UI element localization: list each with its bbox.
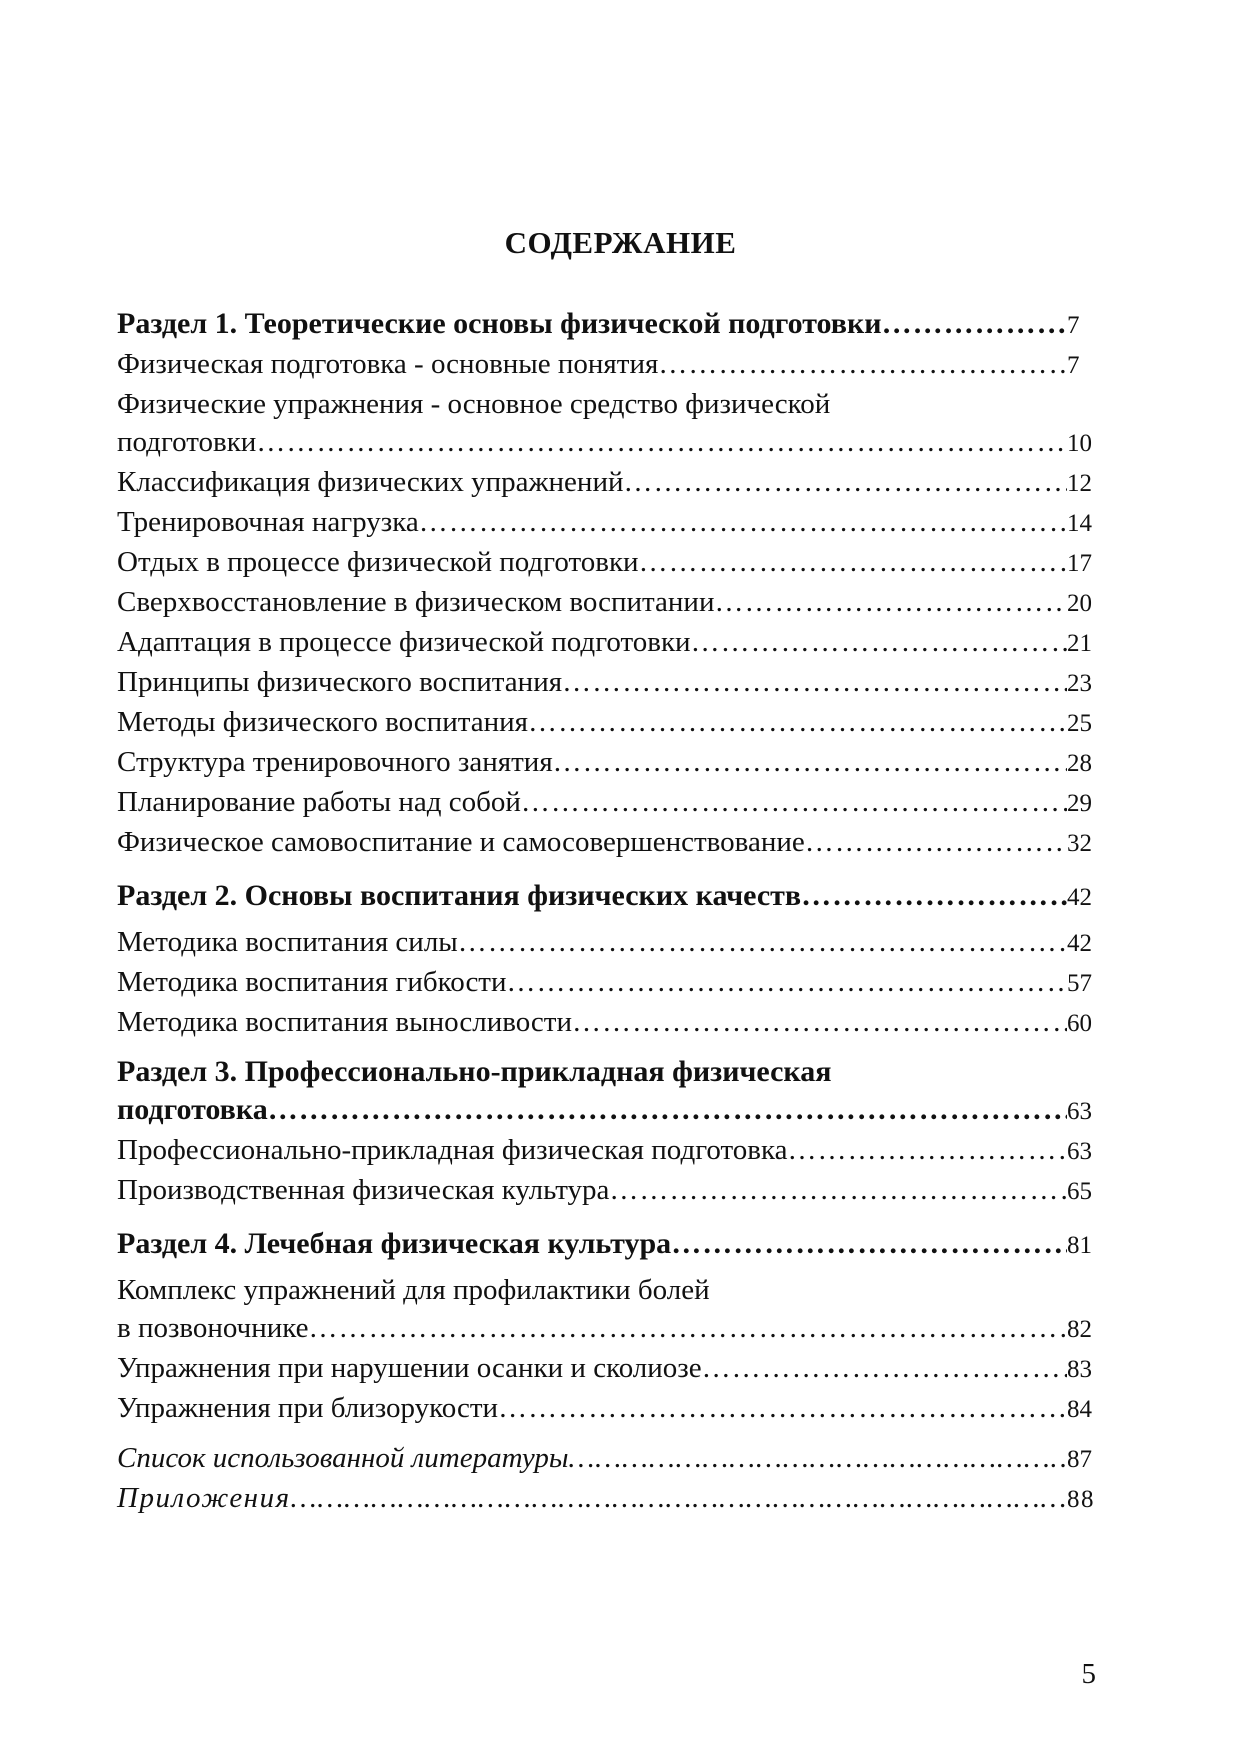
dot-leader	[609, 1171, 1067, 1209]
toc-appendices[interactable]	[117, 1479, 1097, 1519]
toc-page-number: 83	[1067, 1356, 1092, 1383]
toc-page-number: 63	[1067, 1098, 1092, 1125]
toc-page-number: 29	[1067, 790, 1092, 817]
toc-section-1[interactable]	[117, 305, 1097, 345]
toc-entry-text: Производственная физическая культура	[117, 1174, 610, 1206]
toc-page-number: 63	[1067, 1138, 1092, 1165]
toc-entry[interactable]	[117, 583, 1097, 623]
toc-entry-text-line2: в позвоночнике	[117, 1312, 309, 1344]
dot-leader	[702, 1349, 1067, 1387]
toc-entry[interactable]	[117, 963, 1097, 1003]
toc-entry-text: Отдых в процессе физической подготовки	[117, 546, 639, 578]
toc-entry[interactable]	[117, 543, 1097, 583]
toc-page-number: 81	[1067, 1232, 1092, 1259]
dot-leader	[562, 663, 1067, 701]
toc-entry[interactable]	[117, 623, 1097, 663]
toc-section-2[interactable]	[117, 877, 1097, 917]
dot-leader	[507, 963, 1067, 1001]
dot-leader	[553, 743, 1067, 781]
dot-leader	[805, 823, 1067, 861]
toc-entry-text: Упражнения при нарушении осанки и сколиозе	[117, 1352, 702, 1384]
toc-entry-multiline[interactable]	[117, 385, 1097, 463]
toc-bibliography[interactable]	[117, 1439, 1097, 1479]
dot-leader	[671, 1225, 1067, 1263]
toc-entry[interactable]	[117, 823, 1097, 863]
toc-entry-text: Физическое самовоспитание и самосовершенствование	[117, 826, 805, 858]
toc-entry[interactable]	[117, 345, 1097, 385]
toc-page-number: 57	[1067, 970, 1092, 997]
toc-page-number: 32	[1067, 830, 1092, 857]
toc-entry-text: Классификация физических упражнений	[117, 466, 624, 498]
toc-entry-text: Структура тренировочного занятия	[117, 746, 553, 778]
dot-leader	[691, 623, 1067, 661]
dot-leader	[521, 783, 1067, 821]
toc-entry-text: Сверхвосстановление в физическом воспитании	[117, 586, 715, 618]
toc-page-number: 23	[1067, 670, 1092, 697]
toc-entry[interactable]	[117, 1349, 1097, 1389]
toc-entry[interactable]	[117, 663, 1097, 703]
toc-page-number: 88	[1067, 1486, 1095, 1513]
toc-entry-text-line1: Раздел 3. Профессионально-прикладная физическая	[117, 1055, 832, 1088]
toc-entry-text: Физическая подготовка - основные понятия	[117, 348, 659, 380]
toc-page-number: 87	[1067, 1446, 1092, 1473]
toc-entry-text: Методика воспитания силы	[117, 926, 458, 958]
dot-leader	[309, 1309, 1067, 1347]
toc-entry-text: Принципы физического воспитания	[117, 666, 563, 698]
toc-entry[interactable]	[117, 503, 1097, 543]
toc-entry[interactable]	[117, 783, 1097, 823]
toc-section-4[interactable]	[117, 1225, 1097, 1265]
toc-entry-text-line1: Комплекс упражнений для профилактики болей	[117, 1274, 710, 1306]
toc-entry-text-line1: Физические упражнения - основное средство физической	[117, 388, 831, 420]
toc-entry[interactable]	[117, 923, 1097, 963]
toc-page-number: 42	[1067, 884, 1092, 911]
dot-leader	[658, 345, 1067, 383]
toc-page-number: 14	[1067, 510, 1092, 537]
dot-leader	[623, 463, 1067, 501]
toc-page-number: 12	[1067, 470, 1092, 497]
toc-entry-text: Методы физического воспитания	[117, 706, 528, 738]
toc-entry-text: Приложения	[117, 1482, 291, 1514]
toc-entry-text: Список использованной литературы	[117, 1442, 569, 1474]
dot-leader	[291, 1479, 1067, 1517]
toc-entry-text-line2: подготовки	[117, 426, 257, 458]
dot-leader	[458, 923, 1067, 961]
dot-leader	[639, 543, 1067, 581]
toc-entry[interactable]	[117, 1389, 1097, 1429]
dot-leader	[788, 1131, 1068, 1169]
dot-leader	[714, 583, 1067, 621]
dot-leader	[256, 423, 1067, 461]
toc-entry[interactable]	[117, 743, 1097, 783]
toc-page-number: 20	[1067, 590, 1092, 617]
toc-entry-text: Профессионально-прикладная физическая подготовка	[117, 1134, 788, 1166]
toc-entry[interactable]	[117, 1003, 1097, 1043]
toc-entry[interactable]	[117, 1171, 1097, 1211]
table-of-contents	[117, 305, 1097, 1519]
toc-entry-text: Методика воспитания выносливости	[117, 1006, 572, 1038]
toc-section-3[interactable]	[117, 1053, 1097, 1131]
dot-leader	[498, 1389, 1067, 1427]
toc-page-number: 17	[1067, 550, 1092, 577]
toc-entry-text: Методика воспитания гибкости	[117, 966, 507, 998]
dot-leader	[568, 1439, 1067, 1477]
toc-page-number: 28	[1067, 750, 1092, 777]
toc-page-number: 82	[1067, 1316, 1092, 1343]
toc-page-number: 21	[1067, 630, 1092, 657]
dot-leader	[572, 1003, 1067, 1041]
dot-leader	[268, 1091, 1067, 1129]
toc-page-number: 42	[1067, 930, 1092, 957]
toc-page-number: 65	[1067, 1178, 1092, 1205]
toc-page-number: 7	[1067, 352, 1080, 379]
toc-entry[interactable]	[117, 703, 1097, 743]
toc-entry-text: Планирование работы над собой	[117, 786, 521, 818]
dot-leader	[419, 503, 1067, 541]
toc-entry[interactable]	[117, 463, 1097, 503]
dot-leader	[882, 305, 1067, 343]
dot-leader	[801, 877, 1067, 915]
toc-page-number: 84	[1067, 1396, 1092, 1423]
toc-page-number: 25	[1067, 710, 1092, 737]
toc-entry-text: Раздел 1. Теоретические основы физической подготовки	[117, 307, 882, 340]
toc-entry[interactable]	[117, 1131, 1097, 1171]
toc-entry-multiline[interactable]	[117, 1271, 1097, 1349]
toc-page-number: 7	[1067, 312, 1080, 339]
page-number: 5	[1081, 1658, 1096, 1690]
toc-entry-text: Адаптация в процессе физической подготовки	[117, 626, 691, 658]
toc-entry-text: Упражнения при близорукости	[117, 1392, 499, 1424]
toc-entry-text-line2: подготовка	[117, 1093, 268, 1126]
toc-entry-text: Раздел 2. Основы воспитания физических качеств	[117, 879, 802, 912]
toc-entry-text: Тренировочная нагрузка	[117, 506, 419, 538]
dot-leader	[528, 703, 1067, 741]
toc-page-number: 10	[1067, 430, 1092, 457]
toc-entry-text: Раздел 4. Лечебная физическая культура	[117, 1227, 672, 1260]
toc-page-number: 60	[1067, 1010, 1092, 1037]
page-title: СОДЕРЖАНИЕ	[504, 225, 737, 260]
